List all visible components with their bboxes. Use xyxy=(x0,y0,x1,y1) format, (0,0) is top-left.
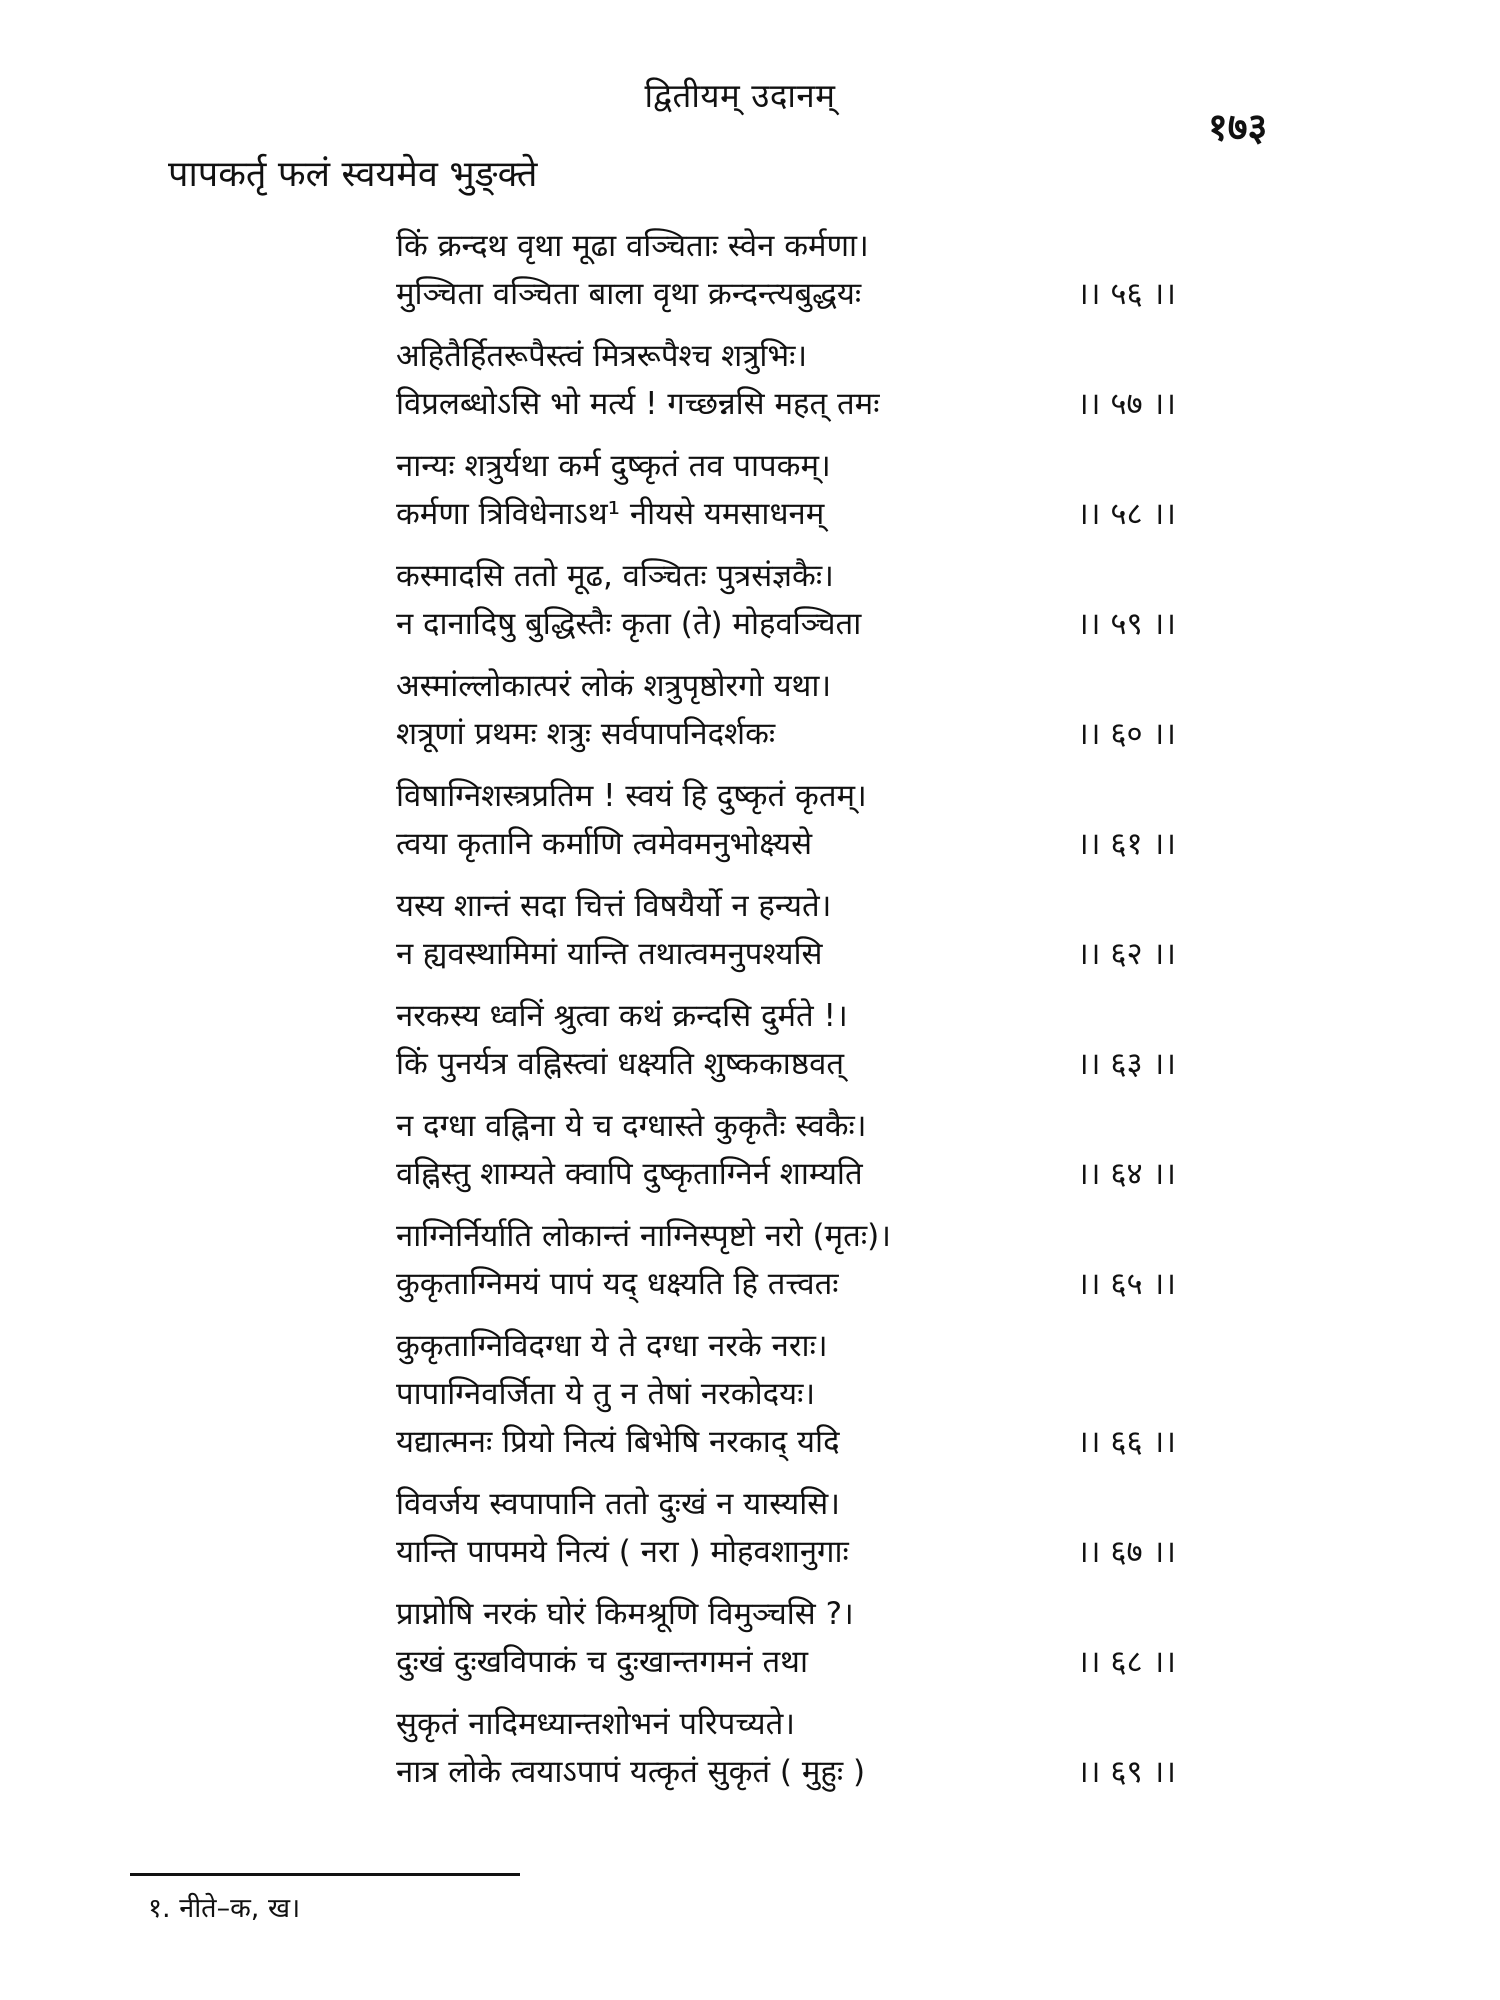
verse-line xyxy=(396,882,1176,930)
verse-line xyxy=(396,1748,1176,1796)
verse-block xyxy=(396,1480,1176,1576)
running-header-title: द्वितीयम् उदानम् xyxy=(644,76,836,115)
verse-line xyxy=(396,1212,1176,1260)
verse-line-text: वह्निस्तु शाम्यते क्वापि दुष्कृताग्निर्न शाम्यति xyxy=(396,1156,863,1192)
verse-line xyxy=(396,1150,1176,1198)
verse-line-text: नरकस्य ध्वनिं श्रुत्वा कथं क्रन्दसि दुर्मते !। xyxy=(396,998,848,1034)
verse-line-text: न दानादिषु बुद्धिस्तैः कृता (ते) मोहवञ्चिता xyxy=(396,606,862,642)
verse-line-text: कुकृताग्निमयं पापं यद् धक्ष्यति हि तत्त्वतः xyxy=(396,1266,839,1302)
verse-line xyxy=(396,270,1176,318)
verse-block xyxy=(396,992,1176,1088)
verse-block xyxy=(396,1700,1176,1796)
verse-line-text: प्राप्नोषि नरकं घोरं किमश्रूणि विमुञ्चसि ?। xyxy=(396,1596,854,1632)
verse-line-text: शत्रूणां प्रथमः शत्रुः सर्वपापनिदर्शकः xyxy=(396,716,776,752)
verse-block xyxy=(396,772,1176,868)
verse-line xyxy=(396,1370,1176,1418)
verse-line-text: कर्मणा त्रिविधेनाऽथ¹ नीयसे यमसाधनम् xyxy=(396,496,825,532)
verse-number: ।। ६६ ।। xyxy=(1077,1424,1176,1460)
verse-block xyxy=(396,442,1176,538)
verse-line-text: नाग्निर्निर्याति लोकान्तं नाग्निस्पृष्टो नरो (मृतः)। xyxy=(396,1218,891,1254)
verse-line xyxy=(396,222,1176,270)
verse-line xyxy=(396,710,1176,758)
verse-block xyxy=(396,332,1176,428)
verse-line xyxy=(396,1528,1176,1576)
verse-line xyxy=(396,772,1176,820)
verse-line-text: विषाग्निशस्त्रप्रतिम ! स्वयं हि दुष्कृतं कृतम्। xyxy=(396,778,867,814)
verse-line-text: यद्यात्मनः प्रियो नित्यं बिभेषि नरकाद् यदि xyxy=(396,1424,840,1460)
verse-line xyxy=(396,442,1176,490)
verse-line xyxy=(396,662,1176,710)
verse-line-text: नात्र लोके त्वयाऽपापं यत्कृतं सुकृतं ( मुहुः ) xyxy=(396,1754,866,1790)
verse-line xyxy=(396,1700,1176,1748)
verse-block xyxy=(396,1102,1176,1198)
verse-line-text: यस्य शान्तं सदा चित्तं विषयैर्यो न हन्यते। xyxy=(396,888,832,924)
verse-line xyxy=(396,1480,1176,1528)
verse-line-text: किं पुनर्यत्र वह्निस्त्वां धक्ष्यति शुष्ककाष्ठवत् xyxy=(396,1046,844,1082)
verse-number: ।। ५८ ।। xyxy=(1077,496,1176,532)
verse-line-text: न ह्यवस्थामिमां यान्ति तथात्वमनुपश्यसि xyxy=(396,936,823,972)
verse-line-text: कुकृताग्निविदग्धा ये ते दग्धा नरके नराः। xyxy=(396,1328,828,1364)
verse-number: ।। ६१ ।। xyxy=(1077,826,1176,862)
verse-number: ।। ६९ ।। xyxy=(1077,1754,1176,1790)
verse-line-text: कस्मादसि ततो मूढ, वञ्चितः पुत्रसंज्ञकैः। xyxy=(396,558,834,594)
verse-line xyxy=(396,1260,1176,1308)
verse-block xyxy=(396,662,1176,758)
verse-line-text: अहितैर्हितरूपैस्त्वं मित्ररूपैश्च शत्रुभिः। xyxy=(396,338,808,374)
verse-number: ।। ५७ ।। xyxy=(1077,386,1176,422)
verse-line-text: विवर्जय स्वपापानि ततो दुःखं न यास्यसि। xyxy=(396,1486,840,1522)
verse-line xyxy=(396,1102,1176,1150)
verse-number: ।। ६४ ।। xyxy=(1077,1156,1176,1192)
verse-line xyxy=(396,490,1176,538)
verse-number: ।। ५६ ।। xyxy=(1077,276,1176,312)
verse-list xyxy=(396,222,1176,1810)
verse-line-text: पापाग्निवर्जिता ये तु न तेषां नरकोदयः। xyxy=(396,1376,816,1412)
verse-line-text: न दग्धा वह्निना ये च दग्धास्ते कुकृतैः स्वकैः। xyxy=(396,1108,867,1144)
verse-line-text: मुञ्चिता वञ्चिता बाला वृथा क्रन्दन्त्यबुद्धयः xyxy=(396,276,862,312)
verse-line-text: सुकृतं नादिमध्यान्तशोभनं परिपच्यते। xyxy=(396,1706,795,1742)
verse-line-text: त्वया कृतानि कर्माणि त्वमेवमनुभोक्ष्यसे xyxy=(396,826,813,862)
verse-number: ।। ६७ ।। xyxy=(1077,1534,1176,1570)
verse-line-text: अस्मांल्लोकात्परं लोकं शत्रुपृष्ठोरगो यथा। xyxy=(396,668,832,704)
verse-line xyxy=(396,1418,1176,1466)
verse-line xyxy=(396,1638,1176,1686)
footnote: १. नीते–क, ख। xyxy=(148,1893,301,1924)
verse-line-text: विप्रलब्धोऽसि भो मर्त्य ! गच्छन्नसि महत् तमः xyxy=(396,386,880,422)
verse-number: ।। ६२ ।। xyxy=(1077,936,1176,972)
footnote-divider xyxy=(130,1873,520,1876)
verse-line xyxy=(396,930,1176,978)
verse-number: ।। ६८ ।। xyxy=(1077,1644,1176,1680)
verse-line xyxy=(396,332,1176,380)
verse-line-text: नान्यः शत्रुर्यथा कर्म दुष्कृतं तव पापकम्। xyxy=(396,448,831,484)
verse-line xyxy=(396,1322,1176,1370)
verse-number: ।। ६३ ।। xyxy=(1077,1046,1176,1082)
verse-line xyxy=(396,992,1176,1040)
verse-line xyxy=(396,600,1176,648)
verse-block xyxy=(396,222,1176,318)
verse-block xyxy=(396,882,1176,978)
verse-block xyxy=(396,1590,1176,1686)
verse-line xyxy=(396,1040,1176,1088)
verse-number: ।। ६५ ।। xyxy=(1077,1266,1176,1302)
verse-line-text: यान्ति पापमये नित्यं ( नरा ) मोहवशानुगाः xyxy=(396,1534,849,1570)
verse-number: ।। ५९ ।। xyxy=(1077,606,1176,642)
verse-line xyxy=(396,820,1176,868)
page-number: १७३ xyxy=(1208,105,1268,149)
verse-line xyxy=(396,552,1176,600)
verse-block xyxy=(396,1212,1176,1308)
verse-line-text: दुःखं दुःखविपाकं च दुःखान्तगमनं तथा xyxy=(396,1644,809,1680)
verse-line-text: किं क्रन्दथ वृथा मूढा वञ्चिताः स्वेन कर्मणा। xyxy=(396,228,869,264)
verse-line xyxy=(396,380,1176,428)
section-heading: पापकर्तृ फलं स्वयमेव भुङ्क्ते xyxy=(168,154,538,195)
verse-number: ।। ६० ।। xyxy=(1077,716,1176,752)
verse-block xyxy=(396,552,1176,648)
verse-block xyxy=(396,1322,1176,1466)
verse-line xyxy=(396,1590,1176,1638)
